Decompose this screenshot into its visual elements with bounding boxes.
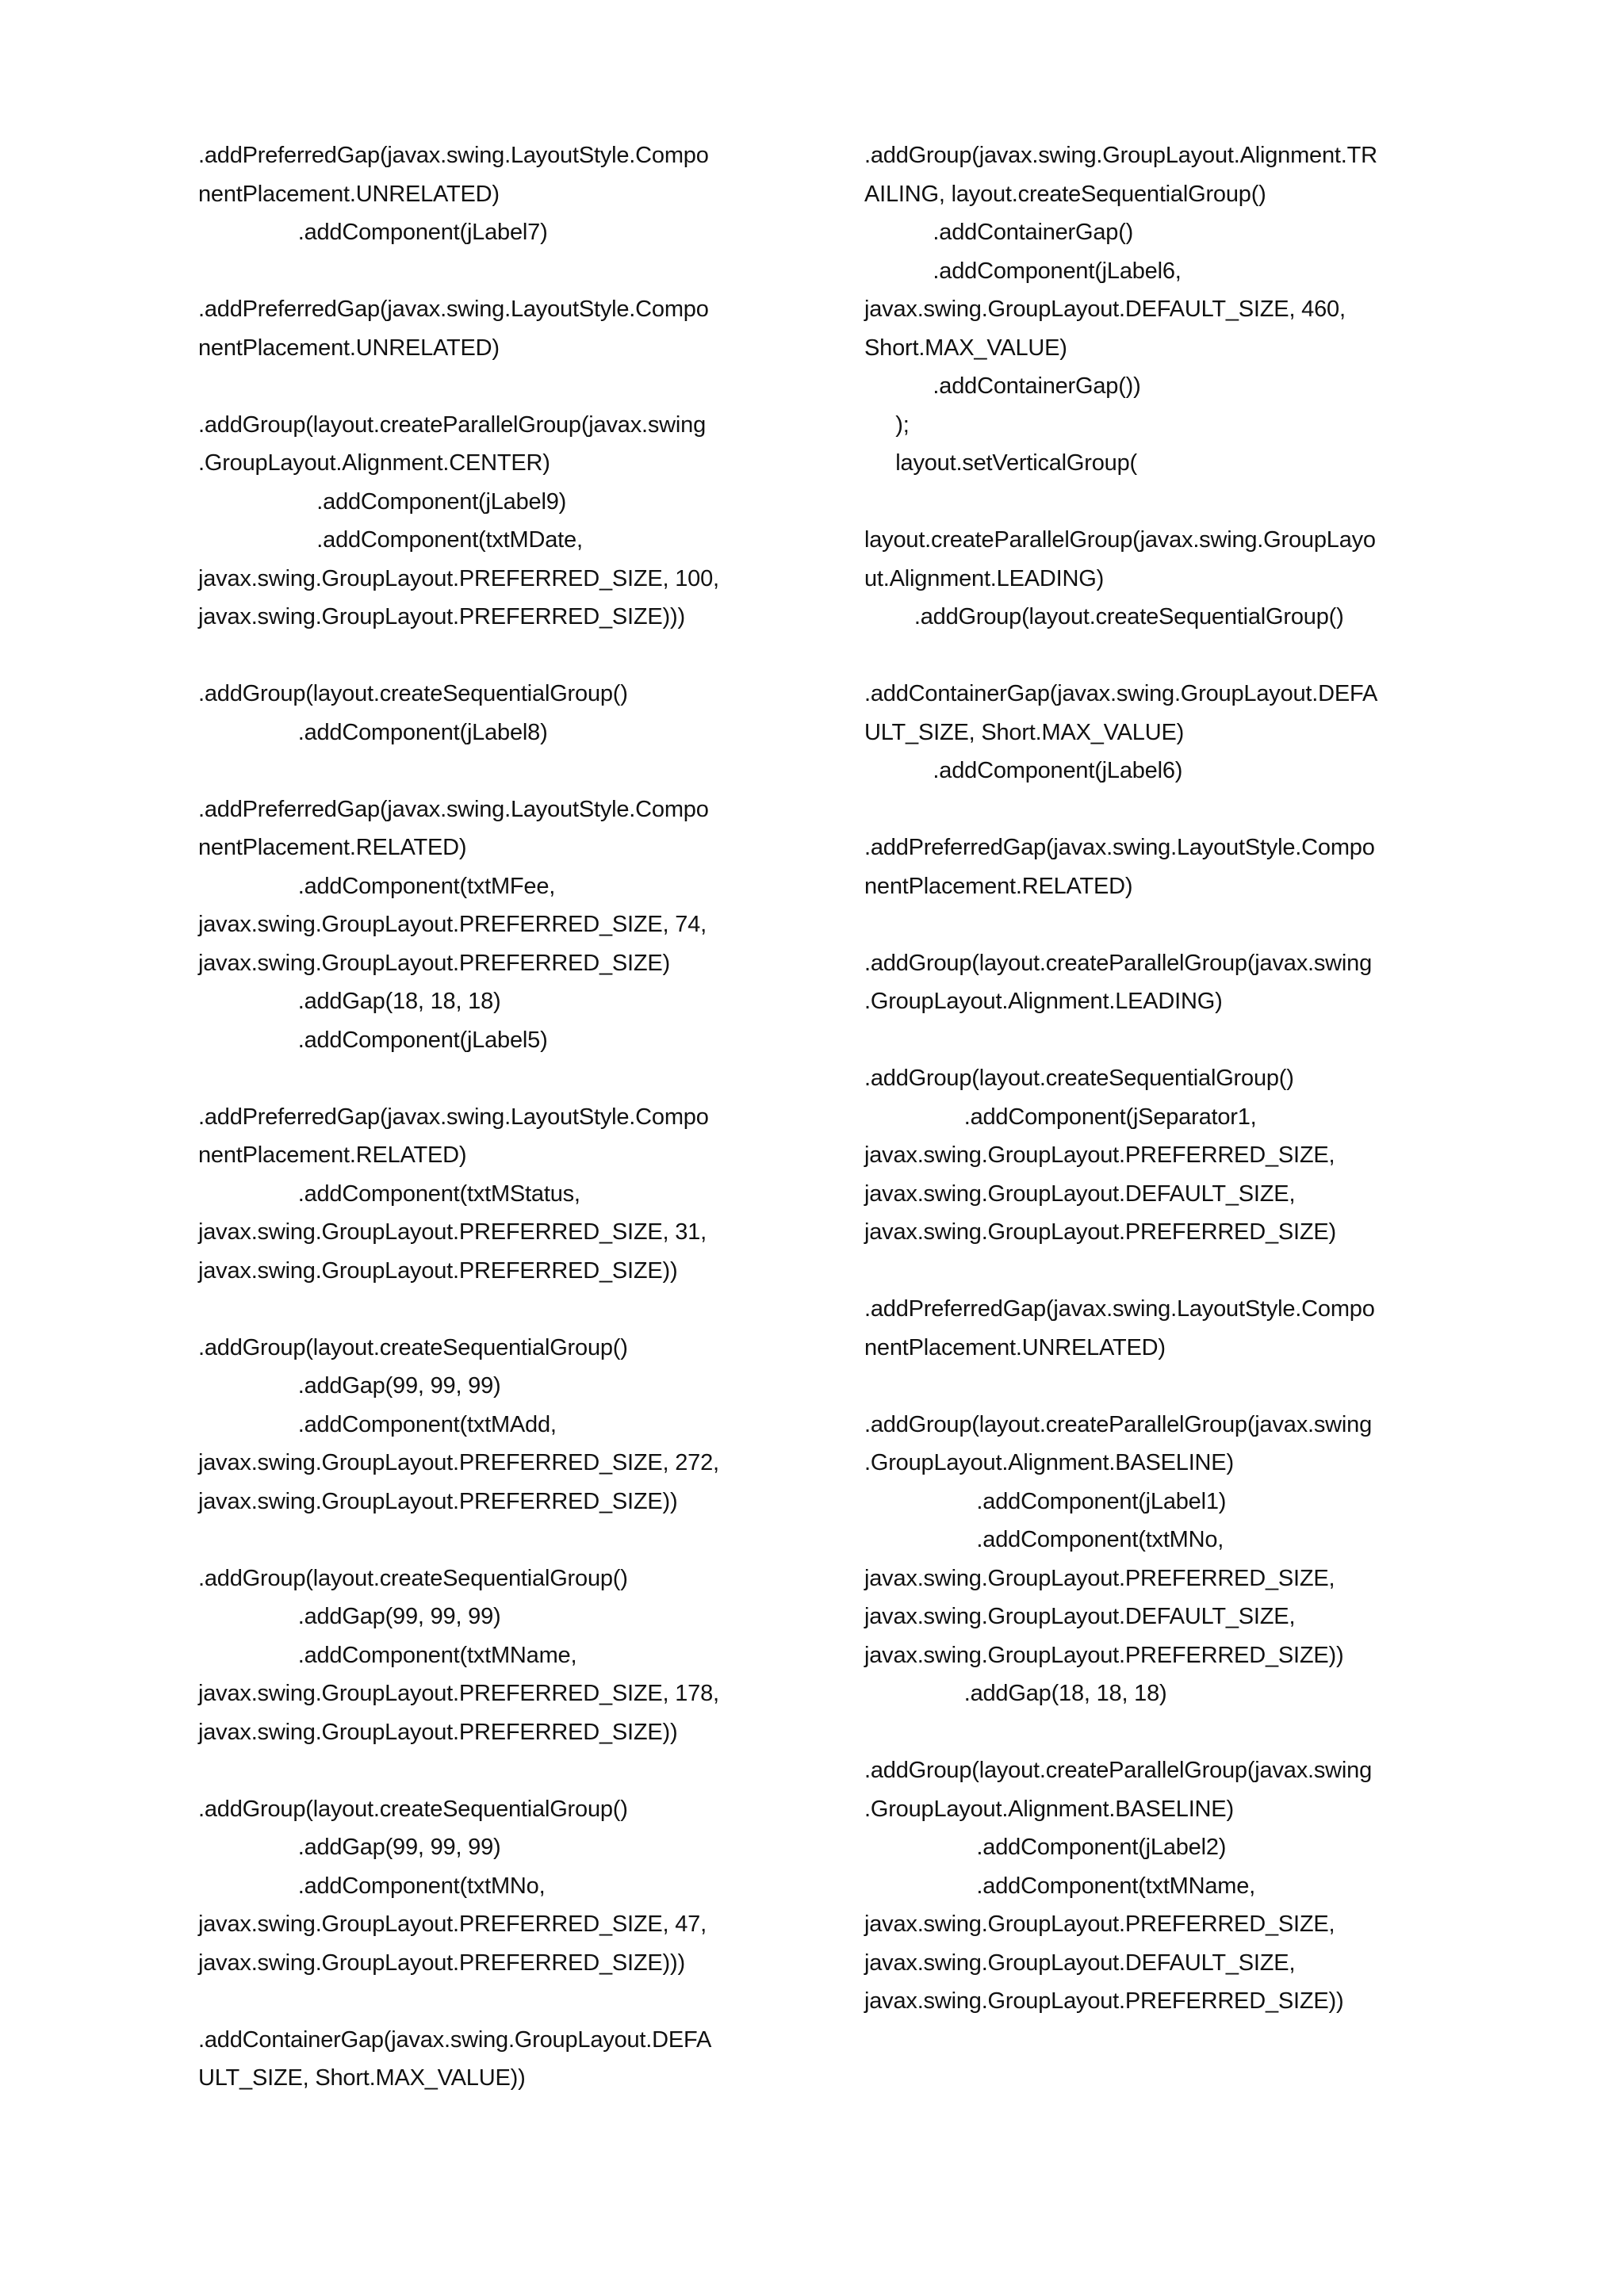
- code-line: nentPlacement.RELATED): [864, 873, 1133, 899]
- code-line: javax.swing.GroupLayout.PREFERRED_SIZE, 31,: [198, 1219, 707, 1245]
- code-line: [198, 637, 801, 675]
- code-line: .addContainerGap(javax.swing.GroupLayout.DEFA: [198, 2026, 712, 2053]
- code-line: [864, 1367, 1467, 1406]
- code-line: .addGroup(layout.createSequentialGroup(): [198, 1796, 628, 1822]
- code-line: .addGroup(layout.createSequentialGroup(): [864, 604, 1344, 629]
- code-line: javax.swing.GroupLayout.DEFAULT_SIZE,: [864, 1950, 1296, 1976]
- code-line: .addGroup(layout.createParallelGroup(javax.swing: [198, 411, 707, 438]
- code-line: .addGroup(layout.createSequentialGroup(): [864, 1066, 1294, 1091]
- code-line: .addPreferredGap(javax.swing.LayoutStyle.Compo: [198, 297, 709, 322]
- code-line: javax.swing.GroupLayout.PREFERRED_SIZE, 74,: [198, 912, 707, 937]
- code-line: .addComponent(jLabel5): [198, 1027, 548, 1053]
- code-line: .GroupLayout.Alignment.CENTER): [198, 450, 550, 476]
- code-line: .addComponent(txtMStatus,: [198, 1181, 580, 1207]
- code-line: javax.swing.GroupLayout.PREFERRED_SIZE,: [864, 1565, 1335, 1591]
- code-line: .addComponent(jLabel8): [198, 719, 548, 745]
- code-line: javax.swing.GroupLayout.PREFERRED_SIZE)): [864, 1642, 1344, 1668]
- code-line: .addComponent(jLabel2): [864, 1835, 1227, 1860]
- code-line: ULT_SIZE, Short.MAX_VALUE)): [198, 2065, 526, 2091]
- code-line: .addContainerGap(javax.swing.GroupLayout.DEFA: [864, 681, 1378, 706]
- code-line: .addComponent(txtMDate,: [198, 527, 583, 553]
- code-line: .addComponent(jLabel6): [864, 758, 1183, 783]
- code-line: .addComponent(jLabel9): [198, 488, 567, 515]
- code-line: nentPlacement.UNRELATED): [198, 181, 500, 207]
- code-line: nentPlacement.UNRELATED): [864, 1334, 1166, 1360]
- code-line: .addComponent(txtMName,: [198, 1642, 577, 1668]
- code-line: .addComponent(txtMNo,: [198, 1873, 546, 1899]
- code-line: [864, 1252, 1467, 1291]
- code-line: [198, 1059, 801, 1098]
- code-line: );: [864, 411, 910, 438]
- code-line: ULT_SIZE, Short.MAX_VALUE): [864, 719, 1185, 745]
- code-line: .addContainerGap(): [864, 220, 1134, 245]
- code-line: [198, 1751, 801, 1790]
- code-line: .addComponent(txtMAdd,: [198, 1411, 557, 1437]
- code-line: [864, 1021, 1467, 1060]
- code-line: layout.setVerticalGroup(: [864, 450, 1137, 476]
- code-line: [198, 367, 801, 406]
- code-line: nentPlacement.RELATED): [198, 835, 467, 860]
- left-code-column: [198, 136, 801, 2098]
- code-line: javax.swing.GroupLayout.PREFERRED_SIZE)): [864, 1988, 1344, 2014]
- code-line: javax.swing.GroupLayout.PREFERRED_SIZE): [198, 950, 670, 976]
- code-line: javax.swing.GroupLayout.PREFERRED_SIZE): [864, 1219, 1336, 1245]
- code-line: .addGroup(layout.createParallelGroup(javax.swing: [864, 950, 1373, 976]
- code-line: javax.swing.GroupLayout.PREFERRED_SIZE))): [198, 604, 685, 629]
- code-line: [864, 1713, 1467, 1752]
- code-line: .addPreferredGap(javax.swing.LayoutStyle.Compo: [864, 1296, 1375, 1322]
- code-line: [864, 790, 1467, 829]
- code-line: .addComponent(txtMNo,: [864, 1527, 1224, 1552]
- code-line: .addGroup(layout.createParallelGroup(javax.swing: [864, 1758, 1373, 1783]
- code-line: javax.swing.GroupLayout.PREFERRED_SIZE,: [864, 1142, 1335, 1168]
- code-line: [864, 483, 1467, 522]
- code-line: nentPlacement.UNRELATED): [198, 335, 500, 361]
- code-line: javax.swing.GroupLayout.PREFERRED_SIZE))): [198, 1950, 685, 1976]
- code-line: javax.swing.GroupLayout.PREFERRED_SIZE, 47,: [198, 1911, 707, 1937]
- code-line: .addGroup(javax.swing.GroupLayout.Alignment.TR: [864, 143, 1377, 168]
- code-line: [198, 252, 801, 291]
- code-line: [198, 1290, 801, 1329]
- code-line: ut.Alignment.LEADING): [864, 565, 1105, 591]
- code-line: .addPreferredGap(javax.swing.LayoutStyle.Compo: [198, 143, 709, 168]
- code-line: .addGroup(layout.createSequentialGroup(): [198, 1334, 628, 1360]
- code-line: [864, 905, 1467, 944]
- code-line: javax.swing.GroupLayout.PREFERRED_SIZE)): [198, 1257, 678, 1284]
- code-line: .GroupLayout.Alignment.BASELINE): [864, 1796, 1234, 1822]
- code-line: .addGroup(layout.createSequentialGroup(): [198, 1565, 628, 1591]
- code-line: .addComponent(jLabel1): [864, 1488, 1227, 1514]
- code-line: .addPreferredGap(javax.swing.LayoutStyle.Compo: [198, 1104, 709, 1130]
- code-line: .addGap(99, 99, 99): [198, 1835, 501, 1860]
- code-line: .addPreferredGap(javax.swing.LayoutStyle.Compo: [198, 796, 709, 822]
- code-line: .addGap(99, 99, 99): [198, 1604, 501, 1629]
- code-line: .addGap(99, 99, 99): [198, 1373, 501, 1399]
- code-line: .addComponent(jLabel7): [198, 220, 548, 245]
- code-line: layout.createParallelGroup(javax.swing.GroupLayo: [864, 527, 1376, 553]
- right-code-column: [864, 136, 1467, 2021]
- code-line: [198, 1982, 801, 2021]
- code-line: .addGap(18, 18, 18): [864, 1681, 1167, 1706]
- code-line: javax.swing.GroupLayout.PREFERRED_SIZE)): [198, 1719, 678, 1745]
- code-line: [864, 637, 1467, 675]
- code-line: javax.swing.GroupLayout.DEFAULT_SIZE, 460,: [864, 297, 1346, 322]
- code-line: .addComponent(txtMName,: [864, 1873, 1256, 1899]
- code-line: .addContainerGap()): [864, 373, 1141, 399]
- code-line: .addComponent(jSeparator1,: [864, 1104, 1257, 1130]
- code-line: .GroupLayout.Alignment.LEADING): [864, 989, 1223, 1014]
- code-line: .GroupLayout.Alignment.BASELINE): [864, 1450, 1234, 1475]
- code-line: javax.swing.GroupLayout.PREFERRED_SIZE, 100,: [198, 565, 719, 591]
- code-line: .addPreferredGap(javax.swing.LayoutStyle.Compo: [864, 835, 1375, 860]
- code-line: javax.swing.GroupLayout.DEFAULT_SIZE,: [864, 1181, 1296, 1207]
- code-line: javax.swing.GroupLayout.DEFAULT_SIZE,: [864, 1604, 1296, 1629]
- code-line: .addGap(18, 18, 18): [198, 989, 501, 1014]
- code-line: AILING, layout.createSequentialGroup(): [864, 181, 1266, 207]
- code-line: .addComponent(jLabel6,: [864, 258, 1182, 284]
- code-line: nentPlacement.RELATED): [198, 1142, 467, 1168]
- code-line: javax.swing.GroupLayout.PREFERRED_SIZE, 272,: [198, 1450, 719, 1475]
- code-line: Short.MAX_VALUE): [864, 335, 1067, 361]
- code-line: javax.swing.GroupLayout.PREFERRED_SIZE)): [198, 1488, 678, 1514]
- code-line: .addGroup(layout.createParallelGroup(javax.swing: [864, 1411, 1373, 1437]
- code-line: javax.swing.GroupLayout.PREFERRED_SIZE,: [864, 1911, 1335, 1937]
- code-line: [198, 752, 801, 790]
- code-line: .addComponent(txtMFee,: [198, 873, 556, 899]
- code-line: javax.swing.GroupLayout.PREFERRED_SIZE, 178,: [198, 1681, 719, 1706]
- code-line: [198, 1521, 801, 1559]
- code-line: .addGroup(layout.createSequentialGroup(): [198, 681, 628, 706]
